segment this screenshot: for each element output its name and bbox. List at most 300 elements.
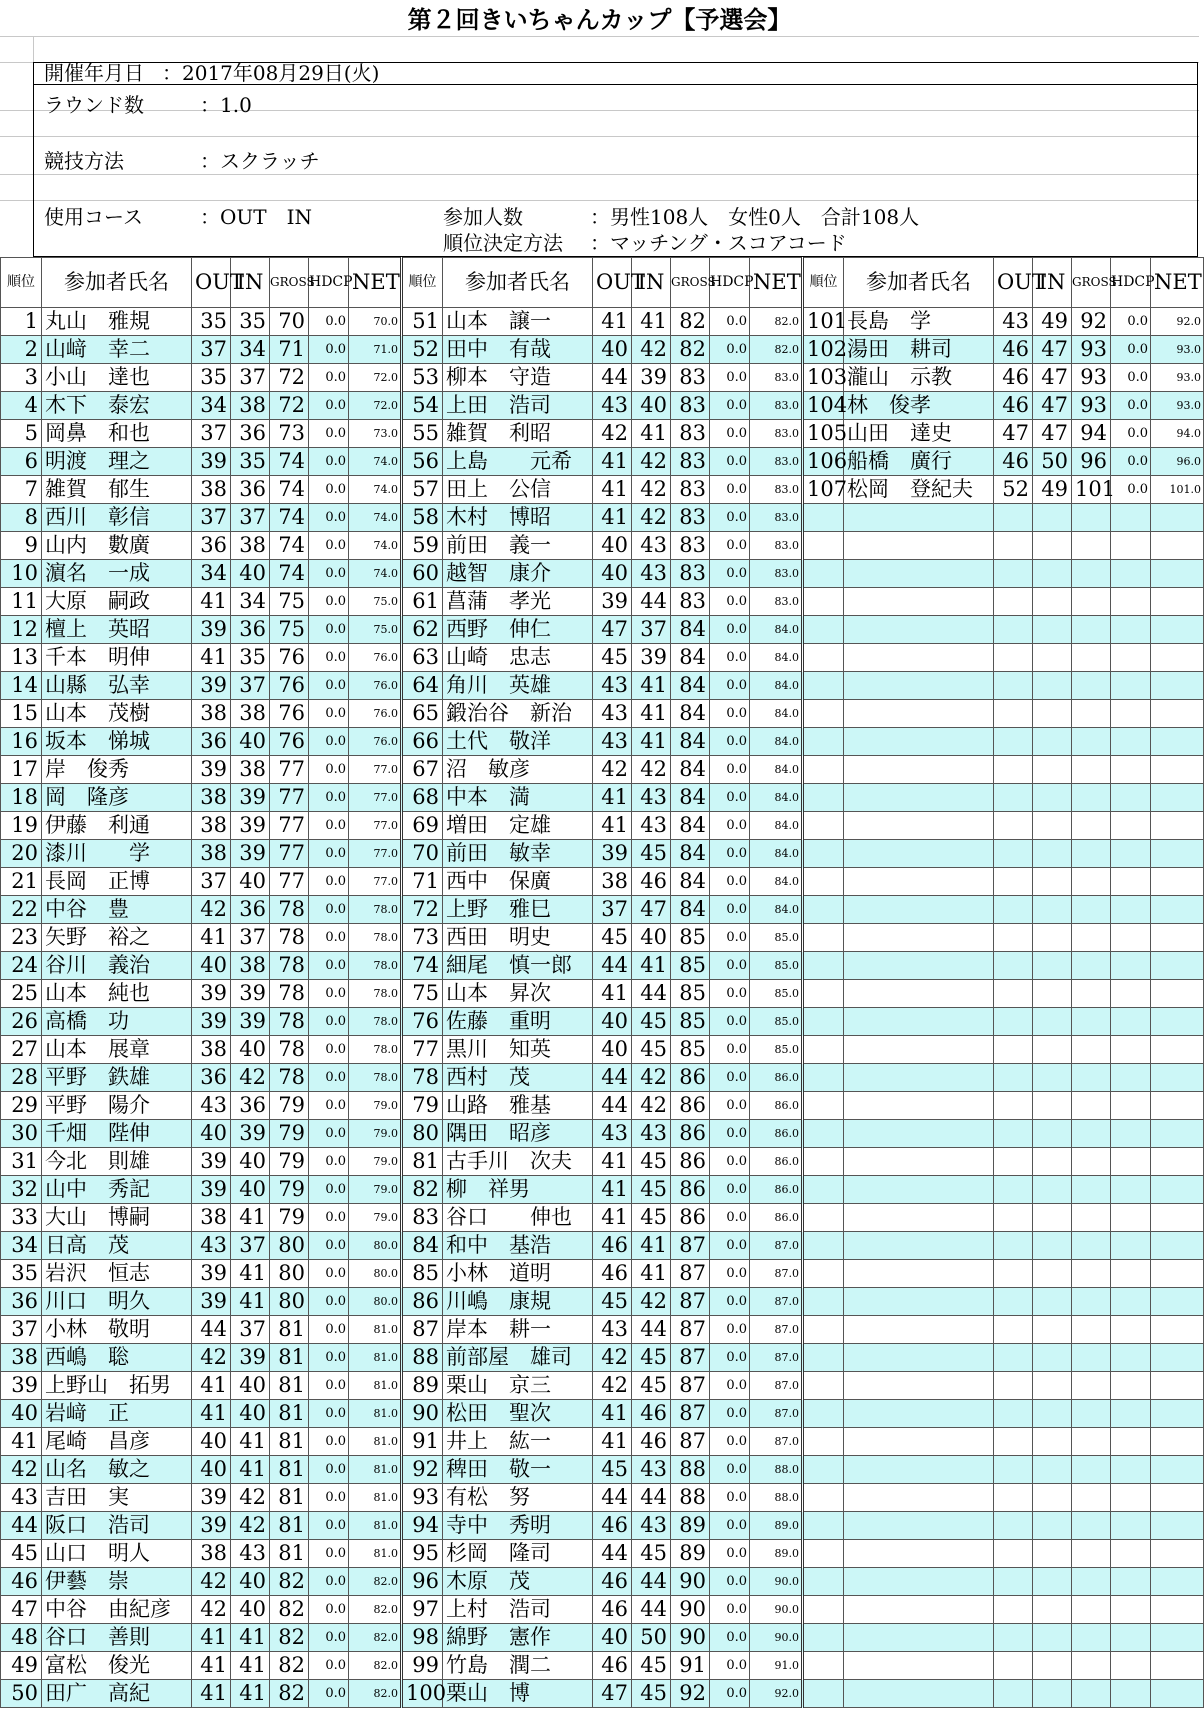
rank-cell: 60 (402, 560, 443, 588)
in-cell: 41 (632, 308, 671, 336)
out-cell: 43 (994, 308, 1033, 336)
gross-cell: 79 (270, 1176, 309, 1204)
net-cell: 81.0 (349, 1344, 402, 1372)
rank-cell: 9 (1, 532, 42, 560)
out-cell: 37 (192, 420, 231, 448)
out-cell: 34 (192, 392, 231, 420)
net-cell: 72.0 (349, 364, 402, 392)
gross-cell (1072, 1484, 1111, 1512)
rank-cell (803, 728, 844, 756)
hdcp-cell (1111, 1428, 1151, 1456)
rank-cell: 44 (1, 1512, 42, 1540)
hdcp-cell: 0.0 (710, 840, 750, 868)
net-cell: 87.0 (750, 1288, 803, 1316)
name-cell: 有松 努 (443, 1484, 593, 1512)
out-cell (994, 1428, 1033, 1456)
net-cell: 85.0 (750, 952, 803, 980)
hdcp-cell (1111, 784, 1151, 812)
in-cell: 39 (231, 812, 270, 840)
hdcp-cell (1111, 1540, 1151, 1568)
rank-cell (803, 980, 844, 1008)
net-cell: 75.0 (349, 616, 402, 644)
hdcp-cell: 0.0 (710, 560, 750, 588)
net-cell: 90.0 (750, 1596, 803, 1624)
out-cell: 40 (593, 532, 632, 560)
rank-cell: 68 (402, 784, 443, 812)
out-cell: 44 (192, 1316, 231, 1344)
hdcp-cell: 0.0 (309, 1204, 349, 1232)
hdcp-cell: 0.0 (710, 420, 750, 448)
gross-cell: 89 (671, 1540, 710, 1568)
out-cell: 38 (192, 784, 231, 812)
gross-cell: 84 (671, 672, 710, 700)
name-cell: 坂本 悌城 (42, 728, 192, 756)
out-cell: 43 (593, 1120, 632, 1148)
gross-cell (1072, 1540, 1111, 1568)
rank-cell: 34 (1, 1232, 42, 1260)
name-cell: 前田 義一 (443, 532, 593, 560)
rank-cell: 98 (402, 1624, 443, 1652)
in-cell (1033, 588, 1072, 616)
rank-cell (803, 896, 844, 924)
out-cell (994, 560, 1033, 588)
out-cell: 39 (192, 1260, 231, 1288)
out-cell: 40 (192, 1120, 231, 1148)
name-cell: 丸山 雅規 (42, 308, 192, 336)
out-cell (994, 1540, 1033, 1568)
net-cell: 73.0 (349, 420, 402, 448)
rank-cell: 100 (402, 1680, 443, 1708)
rank-cell: 52 (402, 336, 443, 364)
name-cell (844, 616, 994, 644)
gross-cell: 75 (270, 588, 309, 616)
hdcp-cell: 0.0 (309, 1344, 349, 1372)
gross-cell (1072, 1232, 1111, 1260)
hdcp-cell: 0.0 (309, 560, 349, 588)
gross-cell: 74 (270, 476, 309, 504)
out-cell (994, 1344, 1033, 1372)
rank-cell (803, 672, 844, 700)
rank-cell: 28 (1, 1064, 42, 1092)
gross-cell (1072, 1428, 1111, 1456)
hdcp-cell: 0.0 (1111, 448, 1151, 476)
hdcp-cell (1111, 560, 1151, 588)
out-cell: 39 (192, 616, 231, 644)
name-cell: 木下 泰宏 (42, 392, 192, 420)
table-row (1, 1484, 1204, 1512)
out-cell: 46 (593, 1232, 632, 1260)
net-cell: 83.0 (750, 364, 803, 392)
name-header: 参加者氏名 (844, 258, 994, 308)
name-cell: 漆川 学 (42, 840, 192, 868)
table-row (1, 1064, 1204, 1092)
participants-value: ：男性108人 女性0人 合計108人 (590, 205, 920, 229)
in-cell (1033, 1372, 1072, 1400)
hdcp-cell (1111, 1512, 1151, 1540)
gross-cell (1072, 1372, 1111, 1400)
table-row (1, 1316, 1204, 1344)
in-cell: 41 (231, 1456, 270, 1484)
gross-cell: 77 (270, 784, 309, 812)
out-cell (994, 1568, 1033, 1596)
in-cell: 39 (231, 1344, 270, 1372)
gross-cell (1072, 616, 1111, 644)
rank-cell: 103 (803, 364, 844, 392)
net-cell (1151, 1176, 1204, 1204)
name-cell: 中谷 豊 (42, 896, 192, 924)
table-row (1, 1680, 1204, 1708)
in-cell (1033, 1400, 1072, 1428)
hdcp-cell: 0.0 (1111, 420, 1151, 448)
gross-cell (1072, 672, 1111, 700)
table-row (1, 1596, 1204, 1624)
gross-cell: 78 (270, 980, 309, 1008)
name-cell: 尾崎 昌彦 (42, 1428, 192, 1456)
in-cell: 45 (632, 1540, 671, 1568)
rank-cell: 57 (402, 476, 443, 504)
rank-cell (803, 1512, 844, 1540)
gross-cell: 83 (671, 448, 710, 476)
gross-cell (1072, 1568, 1111, 1596)
name-cell: 千本 明伸 (42, 644, 192, 672)
in-cell: 43 (632, 1120, 671, 1148)
hdcp-cell: 0.0 (309, 980, 349, 1008)
out-cell: 38 (192, 1036, 231, 1064)
hdcp-cell (1111, 1372, 1151, 1400)
rank-header: 順位 (803, 258, 844, 308)
hdcp-cell (1111, 1204, 1151, 1232)
name-cell: 増田 定雄 (443, 812, 593, 840)
net-cell: 86.0 (750, 1120, 803, 1148)
net-cell: 83.0 (750, 560, 803, 588)
out-cell: 44 (593, 1092, 632, 1120)
rank-cell: 7 (1, 476, 42, 504)
hdcp-cell (1111, 1064, 1151, 1092)
rank-cell (803, 1092, 844, 1120)
course-label: 使用コース (44, 205, 143, 229)
out-cell (994, 1400, 1033, 1428)
gross-cell: 74 (270, 504, 309, 532)
gross-cell (1072, 784, 1111, 812)
gross-cell: 83 (671, 560, 710, 588)
net-cell: 83.0 (750, 476, 803, 504)
in-cell: 43 (632, 784, 671, 812)
name-cell (844, 1344, 994, 1372)
name-cell (844, 1400, 994, 1428)
gross-cell: 81 (270, 1316, 309, 1344)
gross-cell: 81 (270, 1400, 309, 1428)
rank-cell: 65 (402, 700, 443, 728)
rank-cell: 85 (402, 1260, 443, 1288)
net-cell (1151, 1624, 1204, 1652)
net-cell (1151, 504, 1204, 532)
out-cell: 43 (192, 1092, 231, 1120)
out-cell: 41 (593, 1428, 632, 1456)
name-cell: 田上 公信 (443, 476, 593, 504)
table-row (1, 1260, 1204, 1288)
hdcp-cell: 0.0 (710, 364, 750, 392)
out-cell (994, 812, 1033, 840)
name-cell: 柳本 守造 (443, 364, 593, 392)
name-cell: 松岡 登紀夫 (844, 476, 994, 504)
in-cell: 39 (231, 840, 270, 868)
in-cell: 41 (231, 1652, 270, 1680)
name-cell: 矢野 裕之 (42, 924, 192, 952)
rank-cell: 104 (803, 392, 844, 420)
in-cell (1033, 1680, 1072, 1708)
hdcp-cell: 0.0 (1111, 364, 1151, 392)
name-cell (844, 784, 994, 812)
net-cell: 81.0 (349, 1372, 402, 1400)
hdcp-cell: 0.0 (710, 1596, 750, 1624)
gross-cell (1072, 504, 1111, 532)
gross-cell (1072, 840, 1111, 868)
in-cell (1033, 1232, 1072, 1260)
net-cell: 93.0 (1151, 392, 1204, 420)
net-cell (1151, 1652, 1204, 1680)
hdcp-cell: 0.0 (309, 1624, 349, 1652)
net-cell: 94.0 (1151, 420, 1204, 448)
gross-cell (1072, 1092, 1111, 1120)
out-cell: 39 (192, 1148, 231, 1176)
ranking-method-value: ：マッチング・スコアコード (590, 231, 847, 255)
hdcp-cell: 0.0 (710, 1400, 750, 1428)
gross-cell: 81 (270, 1456, 309, 1484)
out-cell: 38 (192, 700, 231, 728)
in-cell: 40 (231, 1148, 270, 1176)
net-cell (1151, 1064, 1204, 1092)
out-cell: 41 (593, 812, 632, 840)
gross-cell: 79 (270, 1092, 309, 1120)
gross-cell: 79 (270, 1120, 309, 1148)
net-cell: 89.0 (750, 1512, 803, 1540)
gross-cell: 91 (671, 1652, 710, 1680)
gross-cell: 84 (671, 896, 710, 924)
name-cell: 綿野 憲作 (443, 1624, 593, 1652)
out-cell (994, 1036, 1033, 1064)
hdcp-cell (1111, 1400, 1151, 1428)
gross-cell: 82 (270, 1624, 309, 1652)
in-cell: 44 (632, 1316, 671, 1344)
out-cell (994, 1120, 1033, 1148)
gross-cell: 83 (671, 504, 710, 532)
name-cell: 千畑 陛伸 (42, 1120, 192, 1148)
net-cell (1151, 1568, 1204, 1596)
hdcp-cell: 0.0 (309, 1372, 349, 1400)
name-cell: 西村 茂 (443, 1064, 593, 1092)
rank-cell: 18 (1, 784, 42, 812)
gross-cell: 76 (270, 728, 309, 756)
gross-cell: 86 (671, 1120, 710, 1148)
table-row (1, 1428, 1204, 1456)
gross-cell (1072, 700, 1111, 728)
net-cell (1151, 1512, 1204, 1540)
name-cell (844, 1540, 994, 1568)
name-cell: 柳 祥男 (443, 1176, 593, 1204)
out-cell: 41 (192, 588, 231, 616)
out-cell: 41 (192, 1680, 231, 1708)
net-cell: 86.0 (750, 1204, 803, 1232)
in-cell (1033, 532, 1072, 560)
name-cell: 木村 博昭 (443, 504, 593, 532)
rank-cell (803, 1484, 844, 1512)
hdcp-cell: 0.0 (710, 1344, 750, 1372)
out-header: OUT (994, 258, 1033, 308)
in-cell: 38 (231, 952, 270, 980)
net-cell: 78.0 (349, 980, 402, 1008)
gross-cell: 81 (270, 1512, 309, 1540)
rank-cell: 17 (1, 756, 42, 784)
out-cell: 42 (192, 1568, 231, 1596)
name-cell (844, 672, 994, 700)
name-cell: 菖蒲 孝光 (443, 588, 593, 616)
net-cell: 83.0 (750, 532, 803, 560)
net-cell: 81.0 (349, 1456, 402, 1484)
in-cell (1033, 700, 1072, 728)
net-cell: 74.0 (349, 476, 402, 504)
table-row (1, 1652, 1204, 1680)
in-cell: 41 (231, 1204, 270, 1232)
name-header: 参加者氏名 (443, 258, 593, 308)
in-cell: 39 (231, 980, 270, 1008)
out-cell: 39 (593, 588, 632, 616)
out-cell: 39 (192, 1484, 231, 1512)
rank-cell (803, 1204, 844, 1232)
gross-cell: 83 (671, 588, 710, 616)
net-cell: 87.0 (750, 1232, 803, 1260)
out-cell: 41 (593, 1176, 632, 1204)
rank-cell: 13 (1, 644, 42, 672)
gross-cell (1072, 980, 1111, 1008)
gross-cell (1072, 812, 1111, 840)
in-cell: 38 (231, 532, 270, 560)
table-row (1, 784, 1204, 812)
out-cell: 37 (593, 896, 632, 924)
hdcp-cell: 0.0 (710, 784, 750, 812)
hdcp-cell: 0.0 (710, 1372, 750, 1400)
gross-cell: 80 (270, 1260, 309, 1288)
rank-cell: 84 (402, 1232, 443, 1260)
net-cell: 77.0 (349, 784, 402, 812)
hdcp-cell: 0.0 (710, 952, 750, 980)
name-cell (844, 1064, 994, 1092)
gross-cell (1072, 1624, 1111, 1652)
name-cell: 土代 敬洋 (443, 728, 593, 756)
out-cell (994, 1652, 1033, 1680)
table-row (1, 1568, 1204, 1596)
net-cell: 82.0 (349, 1568, 402, 1596)
net-cell: 78.0 (349, 952, 402, 980)
table-row (1, 1176, 1204, 1204)
table-row (1, 448, 1204, 476)
hdcp-cell: 0.0 (710, 1204, 750, 1232)
gross-cell: 74 (270, 560, 309, 588)
hdcp-cell: 0.0 (309, 756, 349, 784)
gross-cell: 86 (671, 1092, 710, 1120)
hdcp-cell: 0.0 (309, 1176, 349, 1204)
hdcp-cell: 0.0 (309, 1596, 349, 1624)
method-value: ：スクラッチ (200, 149, 320, 173)
gross-cell: 76 (270, 644, 309, 672)
net-cell: 87.0 (750, 1316, 803, 1344)
gross-cell: 86 (671, 1204, 710, 1232)
name-cell: 大山 博嗣 (42, 1204, 192, 1232)
rank-cell (803, 560, 844, 588)
out-cell: 41 (192, 1372, 231, 1400)
in-cell: 43 (632, 560, 671, 588)
net-cell (1151, 1680, 1204, 1708)
gross-cell (1072, 1344, 1111, 1372)
rank-cell (803, 840, 844, 868)
name-cell: 檀上 英昭 (42, 616, 192, 644)
in-cell: 34 (231, 588, 270, 616)
gross-cell (1072, 868, 1111, 896)
in-cell (1033, 812, 1072, 840)
in-cell (1033, 1652, 1072, 1680)
name-cell: 西嶋 聡 (42, 1344, 192, 1372)
in-cell: 50 (1033, 448, 1072, 476)
net-cell (1151, 1484, 1204, 1512)
out-cell: 42 (593, 1344, 632, 1372)
in-cell: 37 (632, 616, 671, 644)
out-cell: 41 (593, 1400, 632, 1428)
gross-cell (1072, 1008, 1111, 1036)
hdcp-cell (1111, 616, 1151, 644)
hdcp-cell (1111, 1484, 1151, 1512)
name-cell: 中本 満 (443, 784, 593, 812)
results-body (1, 308, 1204, 1708)
header-row (1, 258, 1204, 308)
net-cell: 74.0 (349, 560, 402, 588)
net-cell: 81.0 (349, 1540, 402, 1568)
hdcp-cell: 0.0 (309, 812, 349, 840)
gross-cell: 85 (671, 952, 710, 980)
in-cell: 45 (632, 840, 671, 868)
name-cell (844, 1288, 994, 1316)
in-cell: 42 (632, 1064, 671, 1092)
hdcp-header: HDCP (710, 258, 750, 308)
net-cell: 81.0 (349, 1512, 402, 1540)
hdcp-cell: 0.0 (309, 364, 349, 392)
net-cell: 84.0 (750, 868, 803, 896)
name-cell: 山内 數廣 (42, 532, 192, 560)
in-cell: 40 (231, 560, 270, 588)
out-cell: 40 (593, 1008, 632, 1036)
in-cell (1033, 1148, 1072, 1176)
name-cell: 林 俊孝 (844, 392, 994, 420)
name-cell: 越智 康介 (443, 560, 593, 588)
table-row (1, 336, 1204, 364)
out-cell: 46 (593, 1260, 632, 1288)
table-row (1, 1400, 1204, 1428)
rank-cell: 36 (1, 1288, 42, 1316)
out-cell: 42 (192, 1344, 231, 1372)
hdcp-cell: 0.0 (710, 1456, 750, 1484)
out-cell: 41 (593, 784, 632, 812)
gross-cell: 93 (1072, 392, 1111, 420)
hdcp-cell (1111, 756, 1151, 784)
rank-cell (803, 700, 844, 728)
in-cell: 41 (632, 952, 671, 980)
name-cell (844, 700, 994, 728)
net-cell: 87.0 (750, 1400, 803, 1428)
in-cell: 47 (1033, 364, 1072, 392)
out-cell (994, 980, 1033, 1008)
in-cell (1033, 1624, 1072, 1652)
hdcp-cell: 0.0 (710, 1036, 750, 1064)
gross-cell: 88 (671, 1484, 710, 1512)
in-cell: 39 (632, 364, 671, 392)
